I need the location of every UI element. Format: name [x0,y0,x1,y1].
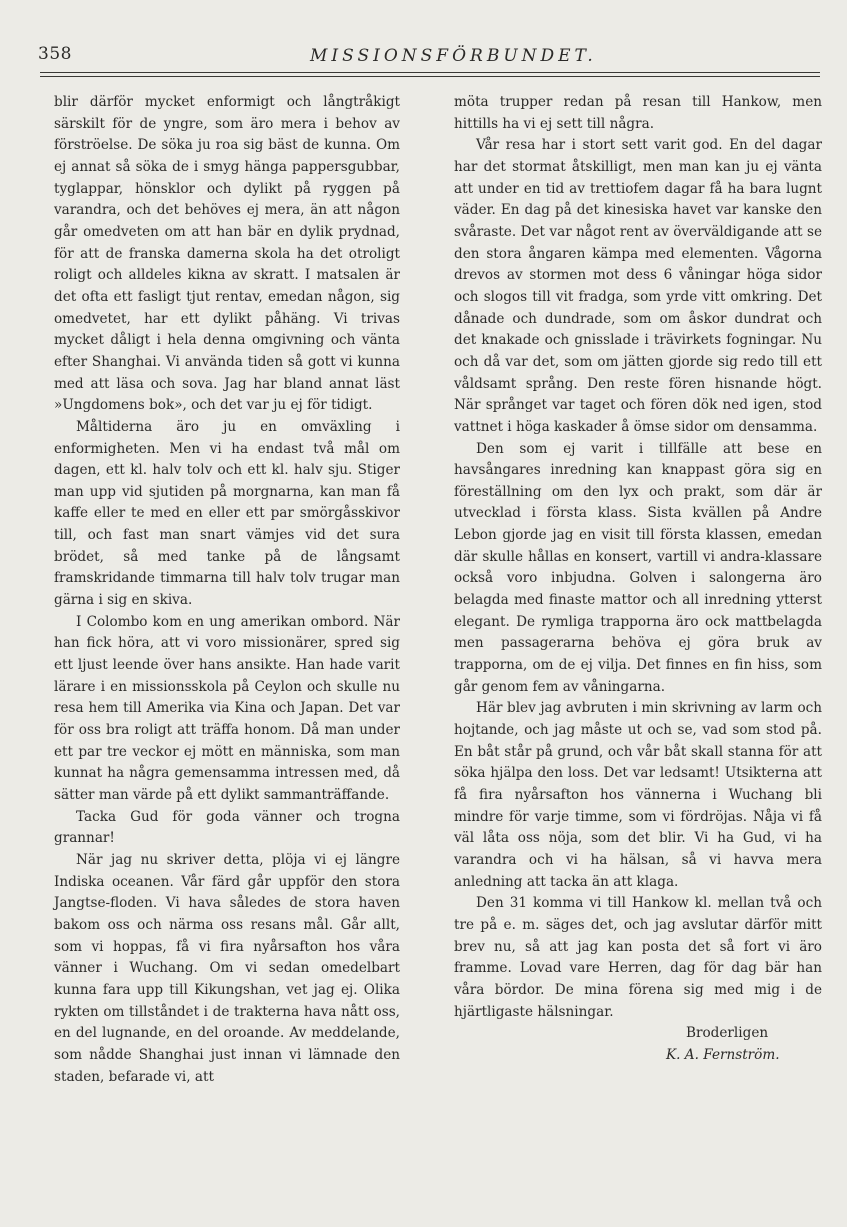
header-rule [40,72,820,73]
paragraph: Den som ej varit i tillfälle att bese en havsångares inredning kan knappast göra sig en föreställning om den lyx och prakt, som där är utvecklad i första klass. Sista kvällen på Andre Lebon gjorde jag en visit till första klassen, emedan där skulle hållas en konsert, vartill vi andra-klassare också voro inbjudna. Golven i salongerna äro belagda med finaste mattor och all inredning ytterst elegant. De rymliga trapporna äro ock mattbelagda men passagerarna behöva ej göra bruk av trapporna, om de ej vilja. Det finnes en fin hiss, som går genom fem av våningarna. [454,440,822,695]
page-number: 358 [38,44,72,64]
paragraph: möta trupper redan på resan till Hankow, men hittills ha vi ej sett till några. [454,94,822,132]
running-title: MISSIONSFÖRBUNDET. [310,46,597,66]
closing: Broderligen [686,1025,769,1042]
paragraph: blir därför mycket enformigt och långtråkigt särskilt för de yngre, som äro mera i behov av förströelse. De söka ju roa sig bäst de kunna. Om ej annat så söka de i smyg hänga pappersgubbar, tyglappar, hönsklor och dylikt på ryggen på varandra, och det behöves ej mera, än att någon går omedveten om att han bär en dylik prydnad, för att de franska damerna skola ha det otroligt roligt och alldeles kikna av skratt. I matsalen är det ofta ett fasligt tjut rentav, emedan någon, sig omedvetet, har ett dylikt påhäng. Vi trivas mycket dåligt i hela denna omgivning och vänta efter Shanghai. Vi använda tiden så gott vi kunna med att läsa och sova. Jag har bland annat läst »Ungdomens bok», och det var ju ej för tidigt. [54,94,400,414]
paragraph: I Colombo kom en ung amerikan ombord. När han fick höra, att vi voro missionärer, spred sig ett ljust leende över hans ansikte. Han hade varit lärare i en missionsskola på Ceylon och skulle nu resa hem till Amerika via Kina och Japan. Det var för oss bra roligt att träffa honom. Då man under ett par tre veckor ej mött en människa, som man kunnat ha några gemensamma intressen med, då sätter man värde på ett dylikt sammanträffande. [54,613,400,803]
paragraph: När jag nu skriver detta, plöja vi ej längre Indiska oceanen. Vår färd går uppför den stora Jangtse-floden. Vi hava således de stora haven bakom oss och närma oss resans mål. Går allt, som vi hoppas, få vi fira nyårsafton hos våra vänner i Wuchang. Om vi sedan omedelbart kunna fara upp till Kikungshan, vet jag ej. Olika rykten om tillståndet i de trakterna hava nått oss, en del lugnande, en del oroande. Av meddelande, som nådde Shanghai just innan vi lämnade den staden, befarade vi, att [54,851,400,1085]
right-column [454,92,822,1067]
signature: K. A. Fernström. [666,1046,780,1063]
header-rule-double [40,76,820,77]
paragraph: Vår resa har i stort sett varit god. En del dagar har det stormat åtskilligt, men man kan ju ej vänta att under en tid av trettiofem dagar få ha bara lugnt väder. En dag på det kinesiska havet var kanske den svåraste. Det var något rent av överväldigande att se den stora ångaren kämpa med elementen. Vågorna drevos av stormen mot dess 6 våningar höga sidor och slogos till vit fradga, som yrde vitt omkring. Det dånade och dundrade, som om åskor dundrat och det knakade och gnisslade i trävirkets fogningar. Nu och då var det, som om jätten gjorde sig redo till ett våldsamt språng. Den reste fören hisnande högt. När språnget var taget och fören dök ned igen, stod vattnet i höga kaskader å ömse sidor om densamma. [454,137,822,435]
left-column [54,92,400,1088]
paragraph: Måltiderna äro ju en omväxling i enformigheten. Men vi ha endast två mål om dagen, ett kl. halv tolv och ett kl. halv sju. Stiger man upp vid sjutiden på morgnarna, kan man få kaffe eller te med en eller ett par smörgåsskivor till, och fast man snart vämjes vid det sura brödet, så med tanke på de långsamt framskridande timmarna till halv tolv trugar man gärna i sig en skiva. [54,418,400,609]
paragraph: Tacka Gud för goda vänner och trogna grannar! [54,808,400,847]
paragraph: Här blev jag avbruten i min skrivning av larm och hojtande, och jag måste ut och se, vad som stod på. En båt står på grund, och vår båt skall stanna för att söka hjälpa den loss. Det var ledsamt! Utsikterna att få fira nyårsafton hos vännerna i Wuchang bli mindre för varje timme, som vi fördröjas. Nåja vi få väl låta oss nöja, som det blir. Vi ha Gud, vi ha varandra och vi ha hälsan, så vi havva mera anledning att tacka än att klaga. [454,700,822,890]
paragraph: Den 31 komma vi till Hankow kl. mellan två och tre på e. m. säges det, och jag avslutar därför mitt brev nu, så att jag kan posta det så fort vi äro framme. Lovad vare Herren, dag för dag bär han våra bördor. De mina förena sig med mig i de hjärtligaste hälsningar. [454,895,822,1020]
